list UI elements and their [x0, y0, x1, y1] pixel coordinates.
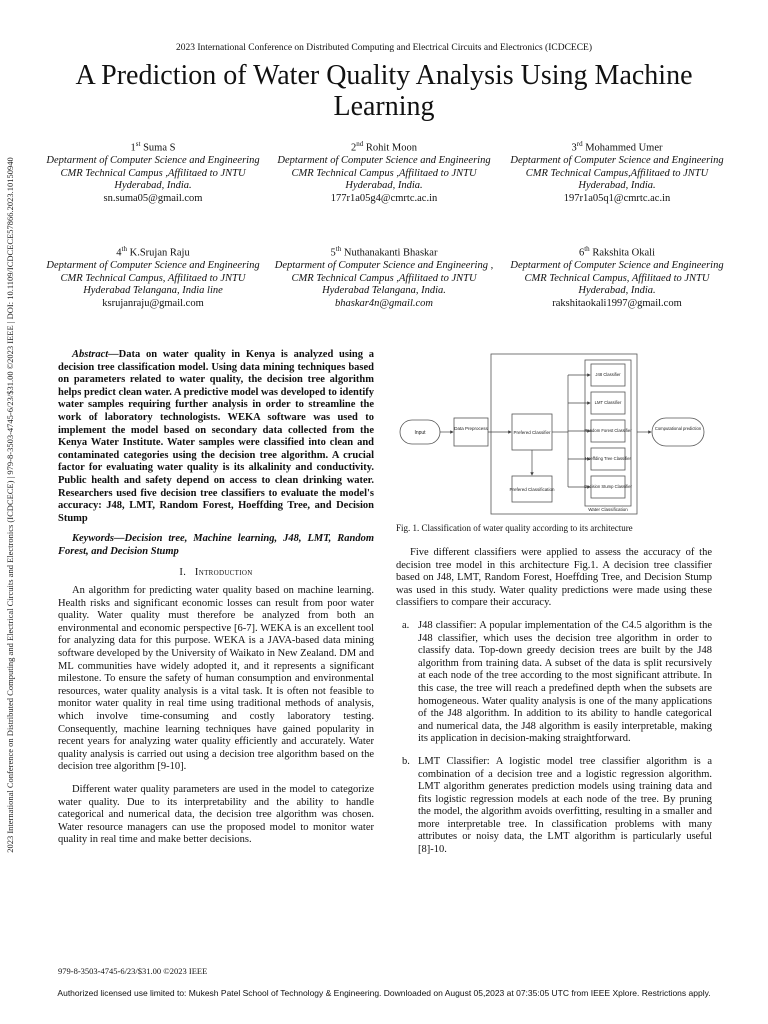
abstract-lead: Abstract [72, 349, 109, 360]
preferred-classification-label: Prefered Classification [509, 487, 555, 492]
list-item-lmt [396, 756, 712, 857]
license-footer: Authorized licensed use limited to: Mukesh Patel School of Technology & Engineering. Downloaded on August 05,2023 at 07:35:05 UTC from IEEE Xplore. Restrictions apply. [57, 988, 711, 998]
conference-header: 2023 International Conference on Distributed Computing and Electrical Circuits and Electronics (ICDCECE) [175, 43, 593, 53]
author-city: Hyderabad, India. [345, 180, 423, 191]
hoeffding-label: Hoeffding Tree Classifier [585, 456, 631, 461]
architecture-diagram [394, 348, 710, 520]
author-city: Hyderabad, India. [578, 180, 656, 191]
figure-caption: Fig. 1. Classification of water quality according to its architecture [396, 523, 633, 533]
author-name: 1st Suma S [130, 140, 176, 154]
author-block-3 [502, 138, 732, 205]
left-column [58, 349, 374, 857]
side-doi-strip [0, 110, 22, 910]
j48-label: J48 Classifier [595, 372, 621, 377]
author-city: Hyderabad Telangana, India. [322, 285, 446, 296]
abstract [58, 349, 374, 525]
author-email: 197r1a05q1@cmrtc.ac.in [563, 192, 671, 204]
author-city: Hyderabad, India. [578, 285, 656, 296]
author-dept: Deptarment of Computer Science and Engineering [510, 260, 724, 271]
decision-stump-label: Decision Stump Classifier [584, 484, 632, 489]
author-dept: Deptarment of Computer Science and Engineering [46, 155, 260, 166]
author-block-6 [502, 243, 732, 310]
figure-1 [394, 348, 710, 520]
section-title: Introduction [194, 566, 253, 578]
author-inst: CMR Technical Campus, Affilitaed to JNTU [60, 272, 246, 284]
author-dept: Deptarment of Computer Science and Engineering [277, 155, 491, 166]
author-dept: Deptarment of Computer Science and Engineering [46, 260, 260, 271]
author-name: 2nd Rohit Moon [351, 140, 417, 154]
section-heading [58, 567, 374, 580]
random-forest-label: Random Forest Classifier [584, 428, 632, 433]
keywords-lead: Keywords [72, 533, 114, 545]
author-inst: CMR Technical Campus,Affilitaed to JNTU [525, 167, 709, 179]
author-inst: CMR Technical Campus, Affilitaed to JNTU [524, 272, 710, 284]
author-block-5 [269, 243, 499, 310]
author-name: 5th Nuthanakanti Bhaskar [330, 245, 438, 259]
author-name: 6th Rakshita Okali [578, 245, 656, 259]
author-name: 3rd Mohammed Umer [571, 140, 663, 154]
side-doi-text: 2023 International Conference on Distributed Computing and Electrical Circuits and Electronics (ICDCECE) | 979-8-3503-4745-6/23/$31.00 ©2023 IEEE | DOI: 10.1109/ICDCECE57866.2023.10150940 [5, 157, 15, 853]
right-column [396, 547, 712, 867]
author-dept: Deptarment of Computer Science and Engineering [510, 155, 724, 166]
author-inst: CMR Technical Campus ,Affilitaed to JNTU [291, 167, 477, 179]
list-marker: a. [402, 619, 410, 631]
preferred-classifier-label: Prefered Classifier [513, 430, 551, 435]
keywords [58, 533, 374, 558]
list-marker: b. [402, 755, 410, 767]
list-text: LMT Classifier: A logistic model tree classifier algorithm is a combination of a decision tree and a logistic regression algorithm. LMT algorithm generates prediction models using training data and fits logistic regression models at each node of the tree. By pruning the model, the algorithm avoids overfitting, resulting in a smaller and more interpretable tree. In classification problems with many attributes or noisy data, the LMT algorithm is particularly useful [8]-10. [418, 755, 712, 856]
intro-paragraph-1: An algorithm for predicting water quality based on machine learning. Health risks and significant economic losses can result from poor water quality. Water quality must therefore be analyzed from both an environmental and economic perspective [6-7]. WEKA is an excellent tool for analyzing data for this purpose. WEKA is a JAVA-based data mining software developed by the University of Waikato in New Zealand. DM and ML communities have widely adopted it, and it represents a significant milestone. To ensure the safety of human consumption and environmental resources, water quality analysis is a vital task. It is often not feasible to monitor water quality in real time using traditional methods of analysis, which involve time-consuming and costly laboratory testing. Consequently, machine learning techniques have gained popularity in recent years for analyzing water quality efficiently and accurately. Water quality analysis is carried out using a decision tree algorithm based on the decision tree algorithm [9-10]. [58, 585, 374, 773]
isbn-footer: 979-8-3503-4745-6/23/$31.00 ©2023 IEEE [58, 966, 208, 976]
author-block-4 [38, 243, 268, 310]
author-inst: CMR Technical Campus ,Affilitaed to JNTU [291, 272, 477, 284]
author-email: 177r1a05g4@cmrtc.ac.in [330, 192, 438, 204]
author-dept: Deptarment of Computer Science and Engineering , [274, 260, 494, 271]
author-block-2 [269, 138, 499, 205]
author-email: bhaskar4n@gmail.com [334, 297, 434, 309]
preprocess-label: Data Preprocess [454, 426, 488, 431]
author-city: Hyderabad Telangana, India line [83, 285, 223, 296]
lmt-label: LMT Classifier [594, 400, 622, 405]
keywords-text: —Decision tree, Machine learning, J48, LMT, Random Forest, and Decision Stump [58, 533, 374, 557]
input-label: Input [414, 430, 426, 436]
intro-paragraph-2: Different water quality parameters are used in the model to categorize water quality. Due to its interpretability and the ability to handle categorical and numerical data, the decision tree algorithm was chosen. Water resource managers can use the proposed model to monitor water quality in real time and make better decisions. [58, 784, 374, 846]
list-item-j48 [396, 620, 712, 746]
abstract-text: —Data on water quality in Kenya is analyzed using a decision tree classification model. Using data mining techniques based on parameters related to water quality, the decision tree algorithm helps predict clean water. A predictive model was developed to identify water samples requiring further analysis in order to streamline the work of laboratory technologists. WEKA software was used to implement the model based on secondary data collected from the Kenya Water Institute. Water samples were classified into clean and contaminated categories using the decision tree algorithm. A crucial factor for evaluating water quality is its alkalinity and conductivity. Public health and safety depend on access to clean drinking water. Researchers used five decision tree classifiers to evaluate the model's accuracy: J48, LMT, Random Forest, Hoeffding Tree, and Decision Stump [58, 349, 374, 524]
author-email: rakshitaokali1997@gmail.com [552, 297, 682, 309]
paper-title: A Prediction of Water Quality Analysis Using Machine Learning [75, 60, 693, 122]
author-inst: CMR Technical Campus ,Affilitaed to JNTU [60, 167, 246, 179]
water-classification-label: Water Classification [588, 507, 628, 512]
output-node [652, 418, 704, 446]
author-name: 4th K.Srujan Raju [116, 245, 190, 259]
list-text: J48 classifier: A popular implementation of the C4.5 algorithm is the J48 classifier, which uses the decision tree algorithm in order to classify data. Top-down greedy decision trees are built by the J48 algorithm from training data. A subset of the data is split recursively at each node of the tree according to the most significant attribute. In this case, the tree will reach a predefined depth when the subsets are homogeneous. Water quality analysis is one of the many applications of the J48 algorithm. In addition to its ability to handle categorical and numerical data, the J48 algorithm is easily interpretable, making its application in decision-making straightforward. [418, 619, 712, 745]
output-label: Computational prediction [654, 426, 702, 431]
author-block-1 [38, 138, 268, 205]
right-paragraph-1: Five different classifiers were applied to assess the accuracy of the decision tree model in this architecture Fig.1. A decision tree classifier based on J48, LMT, Random Forest, Hoeffding Tree, and Decision Stump was used in this study. Water quality predictions were made using these classifiers to compare their accuracy. [396, 547, 712, 609]
section-number: I. [179, 566, 187, 578]
author-email: sn.suma05@gmail.com [103, 192, 203, 204]
preprocess-node [454, 418, 488, 446]
author-email: ksrujanraju@gmail.com [102, 297, 204, 309]
author-city: Hyderabad, India. [114, 180, 192, 191]
